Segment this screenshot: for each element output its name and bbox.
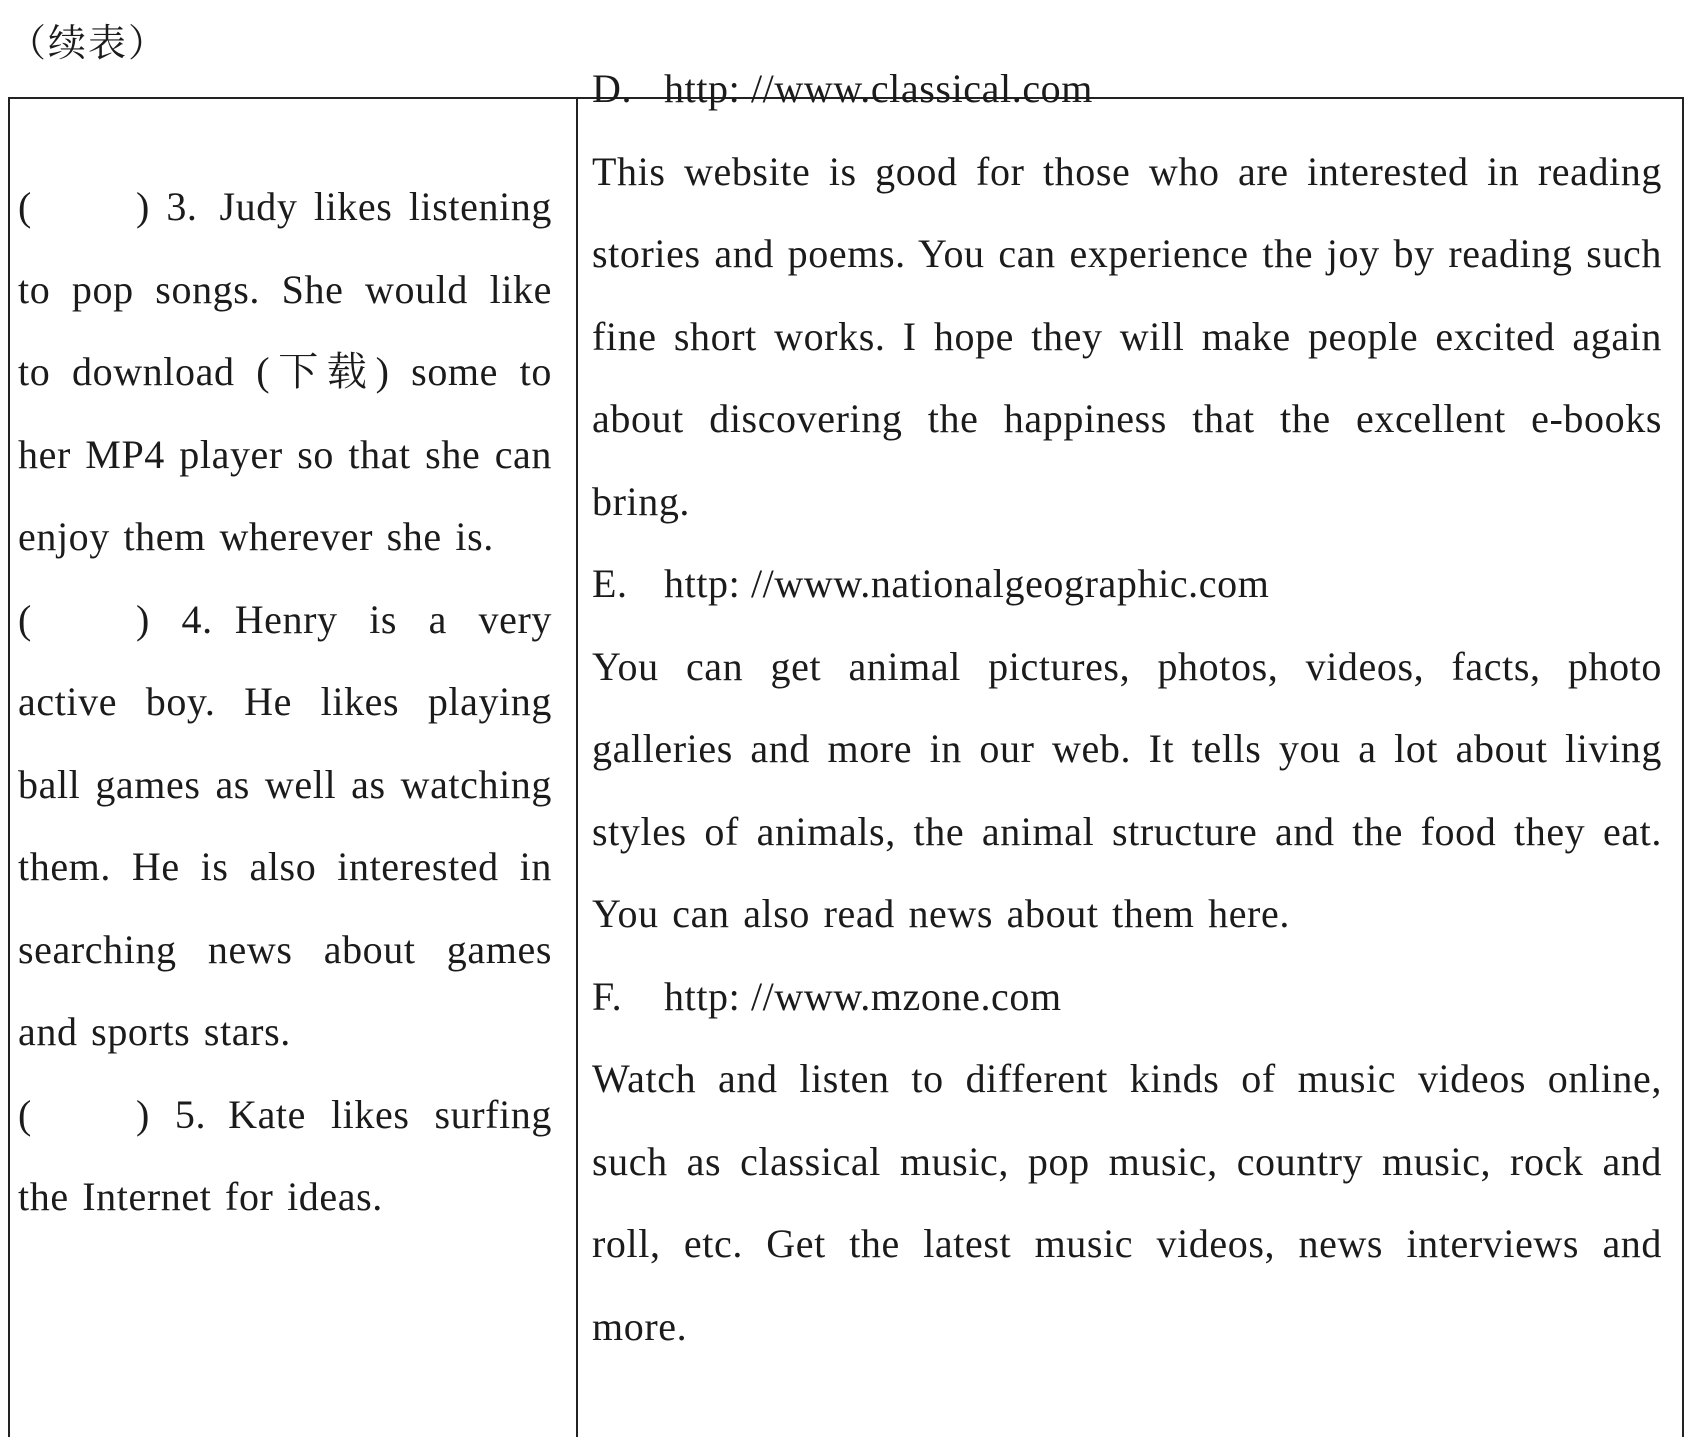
answer-blank-close: ): [136, 596, 150, 642]
website-f: [592, 956, 1662, 1369]
website-letter: F.: [592, 973, 623, 1019]
question-body: listening to pop songs. She would like to download (下载) some to her MP4 player so that she can enjoy them wherever she is.: [18, 184, 552, 559]
website-heading: [592, 48, 1662, 131]
question-body: active boy. He likes playing ball games as well as watching them. He is also interested in searching news about games and sports stars.: [18, 679, 552, 1054]
answer-blank-open: (: [18, 1091, 32, 1137]
question-number: 3.: [166, 184, 198, 229]
website-description: You can get animal pictures, photos, videos, facts, photo galleries and more in our web. It tells you a lot about living styles of animals, the animal structure and the food they eat. You can also read news about them here.: [592, 643, 1662, 936]
question-4: [18, 579, 552, 1074]
website-heading: [592, 543, 1662, 626]
question-5: [18, 1074, 552, 1239]
website-e: [592, 543, 1662, 956]
websites-column: [592, 48, 1662, 1368]
website-url: http: //www.nationalgeographic.com: [664, 561, 1270, 606]
question-intro: Judy likes: [219, 184, 393, 229]
website-letter: D.: [592, 66, 633, 111]
question-body: surfing the Internet for ideas.: [18, 1091, 553, 1219]
website-description: Watch and listen to different kinds of music videos online, such as classical music, pop music, country music, rock and roll, etc. Get the latest music videos, news interviews and more.: [592, 1056, 1662, 1349]
website-heading: [592, 956, 1662, 1039]
question-number: 4.: [181, 596, 213, 642]
website-d: [592, 48, 1662, 543]
answer-blank-open: (: [18, 184, 32, 229]
answer-blank-close: ): [136, 1091, 150, 1137]
answer-blank-close: ): [136, 184, 150, 229]
question-intro: Kate likes: [228, 1091, 410, 1137]
question-3: [18, 166, 552, 579]
question-intro: Henry is a very: [234, 596, 553, 642]
questions-column: [18, 166, 552, 1239]
website-url: http: //www.mzone.com: [664, 973, 1062, 1019]
answer-blank-open: (: [18, 596, 32, 642]
website-letter: E.: [592, 561, 628, 606]
continued-label: （续表）: [8, 21, 169, 65]
question-number: 5.: [174, 1091, 207, 1137]
website-description: This website is good for those who are interested in reading stories and poems. You can experience the joy by reading such fine short works. I hope they will make people excited again about discovering the happiness that the excellent e-books bring.: [592, 148, 1662, 524]
column-divider: [576, 99, 578, 1437]
website-url: http: //www.classical.com: [664, 66, 1093, 111]
